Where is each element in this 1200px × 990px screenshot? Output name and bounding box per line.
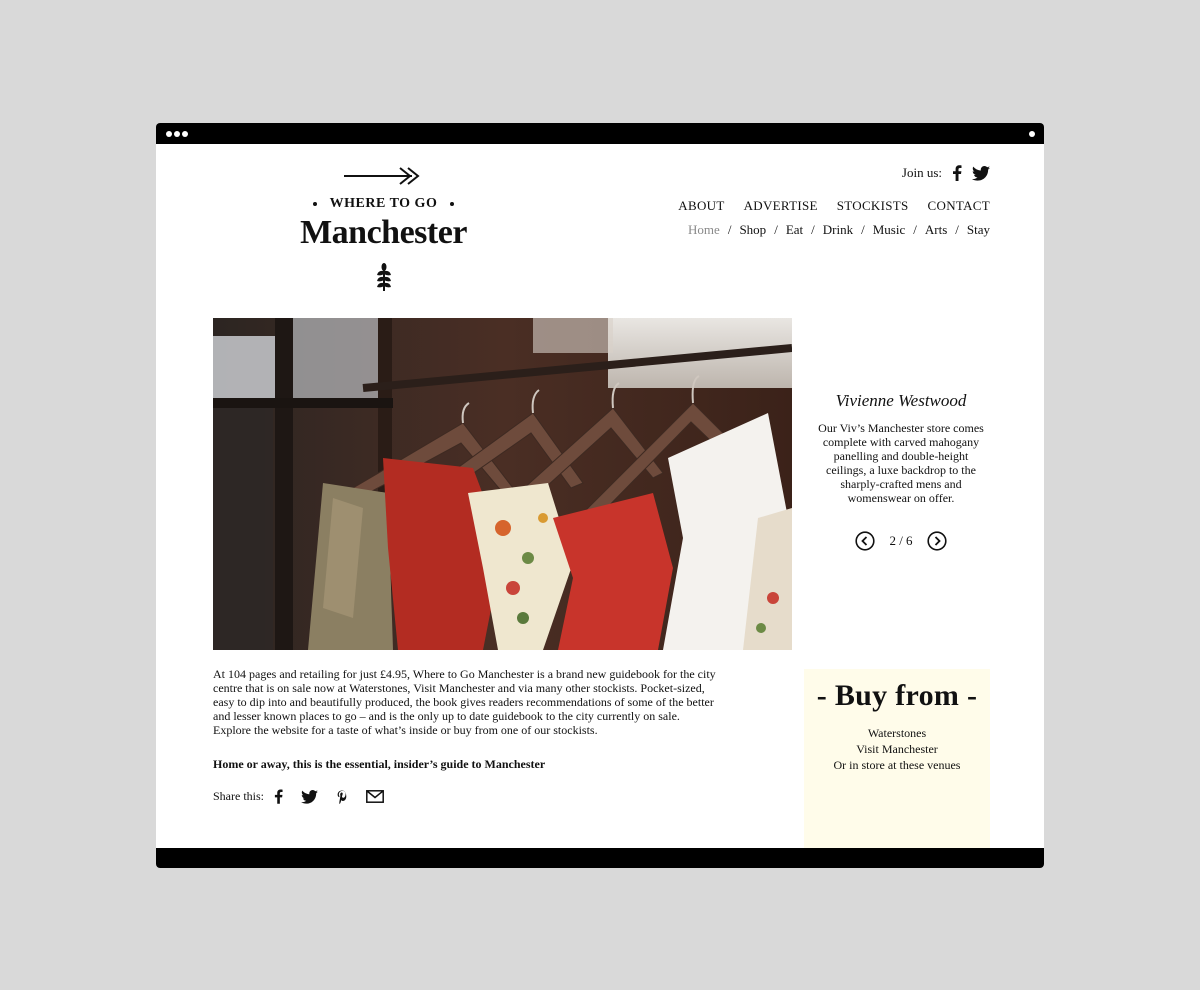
window-dot[interactable] xyxy=(182,131,188,137)
nav-stockists[interactable]: STOCKISTS xyxy=(836,198,909,213)
buy-link-visit-manchester[interactable]: Visit Manchester xyxy=(856,742,938,756)
facebook-icon[interactable] xyxy=(274,789,283,804)
buy-from-panel xyxy=(804,669,990,849)
category-eat[interactable]: Eat xyxy=(785,222,804,237)
chevron-left-icon[interactable] xyxy=(855,531,875,551)
nav-separator: / xyxy=(811,222,815,237)
buy-from-list xyxy=(804,725,990,773)
hero-slide-image[interactable] xyxy=(213,318,792,650)
chevron-right-icon[interactable] xyxy=(927,531,947,551)
arrow-icon xyxy=(342,165,426,187)
intro-paragraph: At 104 pages and retailing for just £4.95, Where to Go Manchester is a brand new guidebook for the city centre that is on sale now at Waterstones, Visit Manchester and via many other stockists. Pocket-sized, easy to dip into and beautifully produced, the book gives readers recommendations of some of the better and lesser known places to go – and is the only up to date guidebook to the city currently on sale. Explore the website for a taste of what’s inside or buy from one of our stockists. xyxy=(213,667,716,737)
clothes-rack-photo xyxy=(213,318,792,650)
share-label: Share this: xyxy=(213,789,264,803)
window-dot[interactable] xyxy=(166,131,172,137)
twitter-icon[interactable] xyxy=(972,166,990,181)
window-titlebar xyxy=(156,123,1044,144)
facebook-icon[interactable] xyxy=(952,165,962,181)
browser-window xyxy=(156,123,1044,868)
buy-link-venues[interactable]: Or in store at these venues xyxy=(833,758,961,772)
nav-separator: / xyxy=(955,222,959,237)
nav-separator: / xyxy=(774,222,778,237)
category-arts[interactable]: Arts xyxy=(924,222,948,237)
buy-link-waterstones[interactable]: Waterstones xyxy=(867,726,927,740)
buy-from-title: - Buy from - xyxy=(816,679,978,712)
pinterest-icon[interactable] xyxy=(336,790,348,804)
nav-about[interactable]: ABOUT xyxy=(678,198,725,213)
nav-separator: / xyxy=(727,222,732,237)
nav-separator: / xyxy=(861,222,865,237)
nav-contact[interactable]: CONTACT xyxy=(927,198,990,213)
category-nav xyxy=(688,222,990,238)
nav-advertise[interactable]: ADVERTISE xyxy=(743,198,818,213)
bullet-icon xyxy=(313,202,317,206)
category-drink[interactable]: Drink xyxy=(822,222,854,237)
share-bar xyxy=(213,789,402,804)
slide-description: Our Viv’s Manchester store comes complete with carved mahogany panelling and double-height ceilings, a luxe backdrop to the sharply-crafted mens and womenswear on offer. xyxy=(818,421,984,505)
category-stay[interactable]: Stay xyxy=(966,222,990,237)
email-icon[interactable] xyxy=(366,790,384,803)
site-logo[interactable] xyxy=(296,165,471,292)
logo-title: Manchester xyxy=(300,214,467,251)
slide-counter: 2 / 6 xyxy=(889,533,913,548)
main-nav xyxy=(678,198,990,214)
logo-kicker-text: WHERE TO GO xyxy=(329,196,438,211)
tagline: Home or away, this is the essential, insider’s guide to Manchester xyxy=(213,757,546,771)
logo-kicker xyxy=(296,196,471,212)
window-dot xyxy=(1029,131,1035,137)
category-shop[interactable]: Shop xyxy=(739,222,767,237)
bullet-icon xyxy=(450,202,454,206)
slide-caption xyxy=(816,391,986,551)
twitter-icon[interactable] xyxy=(301,790,318,804)
slide-pager xyxy=(816,531,986,551)
slide-title[interactable]: Vivienne Westwood xyxy=(835,391,967,410)
category-home[interactable]: Home xyxy=(688,222,720,237)
nav-separator: / xyxy=(913,222,917,237)
window-dot[interactable] xyxy=(174,131,180,137)
window-footer-bar xyxy=(156,848,1044,868)
category-music[interactable]: Music xyxy=(872,222,906,237)
join-label: Join us: xyxy=(901,165,942,180)
social-links xyxy=(902,165,990,181)
wheat-leaf-icon xyxy=(375,262,393,292)
